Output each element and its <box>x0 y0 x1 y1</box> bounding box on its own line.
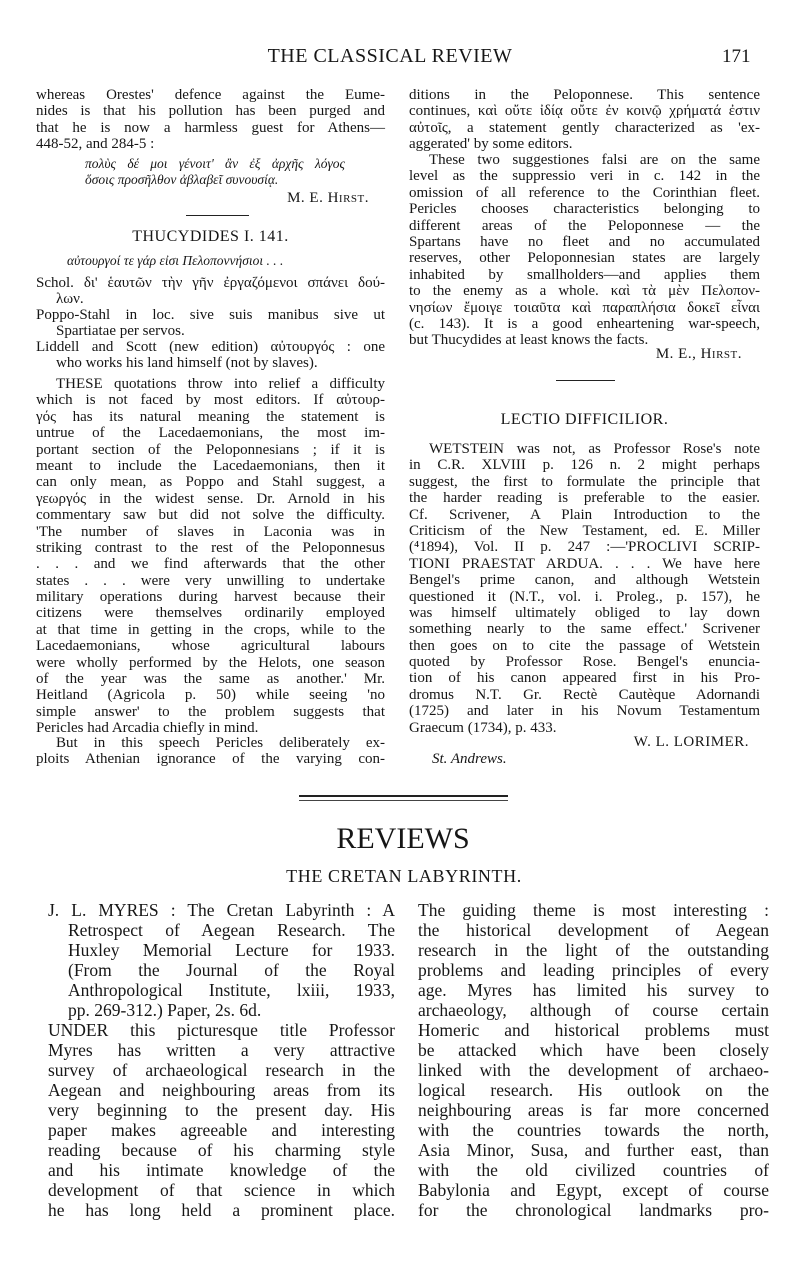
text-line: tion of his canon appeared first in his Pro- <box>409 670 760 687</box>
reference-scholiast <box>36 275 385 307</box>
text-line: but Thucydides at least knows the facts. <box>409 332 649 349</box>
text-line: that he is now a harmless guest for Athens— <box>36 119 385 136</box>
text-line: UNDER this picturesque title Professor <box>48 1020 395 1040</box>
text-line: research in the light of the outstanding <box>418 940 769 960</box>
text-line: nides is that his pollution has been purged and <box>36 103 385 120</box>
text-line: very beginning to the present day. His <box>48 1100 395 1120</box>
text-line: ditions in the Peloponnese. This sentence <box>409 87 760 103</box>
paragraph <box>418 900 769 1220</box>
text-line: . . . and we find afterwards that the other <box>36 556 385 573</box>
text-line: (1725) and later in his Novum Testamentum <box>409 703 760 720</box>
text-line: Lacedaemonians, whose agricultural labours <box>36 638 385 655</box>
greek-quote: αὐτουργοί τε γάρ εἰσι Πελοποννήσιοι . . . <box>67 253 284 268</box>
text-line: to the enemy as a whole. καὶ τὰ μὲν Πελοπον- <box>409 283 760 300</box>
text-line: for the chronological landmarks pro- <box>418 1200 769 1220</box>
text-line: Anthropological Institute, lxiii, 1933, <box>68 980 395 1000</box>
text-line: archaeology, although of course certain <box>418 1000 769 1020</box>
text-line: γεωργός in the widest sense. Dr. Arnold in his <box>36 490 385 507</box>
text-line: with the countries towards the north, <box>418 1120 769 1140</box>
paragraph <box>36 735 385 768</box>
text-line: ploits Athenian ignorance of the varying con- <box>36 751 385 768</box>
author-signature: M. E., Hirst. <box>655 346 742 362</box>
text-line: Pericles had Arcadia chiefly in mind. <box>36 720 259 737</box>
text-line: Schol. δι' ἑαυτῶν τὴν γῆν ἐργαζόμενοι σπάνει δού- <box>36 275 385 291</box>
text-line: Cf. Scrivener, A Plain Introduction to the <box>409 506 760 523</box>
text-line: quoted by Professor Rose. Bengel's enuncia- <box>409 654 760 671</box>
greek-verse-quote <box>85 156 345 189</box>
text-line: ὅσοις προσῆλθον ἀβλαβεῖ συνουσίᾳ. <box>85 172 279 188</box>
paragraph <box>36 376 385 737</box>
text-line: The guiding theme is most interesting : <box>418 900 769 920</box>
text-line: Pericles chooses characteristics belonging to <box>409 201 760 218</box>
text-line: the harder reading is preferable to the easier. <box>409 490 760 507</box>
text-line: portant section of the Peloponnesians ; if it is <box>36 441 385 458</box>
article-title: THE CRETAN LABYRINTH. <box>286 866 522 886</box>
text-line: pp. 269-312.) Paper, 2s. 6d. <box>68 1000 262 1020</box>
text-line: 'The number of slaves in Laconia was in <box>36 523 385 540</box>
text-line: WETSTEIN was not, as Professor Rose's note <box>429 441 760 457</box>
text-line: can only mean, as Poppo and Stahl suggest, a <box>36 474 385 491</box>
text-line: simple answer' to the problem suggests that <box>36 703 385 720</box>
text-line: Criticism of the New Testament, ed. E. Miller <box>409 522 760 539</box>
paragraph <box>409 87 760 153</box>
text-line: Aegean and neighbouring areas from its <box>48 1080 395 1100</box>
text-line: λων. <box>56 291 84 308</box>
section-heading: LECTIO DIFFICILIOR. <box>500 411 669 428</box>
text-line: These two suggestiones falsi are on the same <box>429 152 760 168</box>
text-line: and his intimate knowledge of the <box>48 1160 395 1180</box>
text-line: Liddell and Scott (new edition) αὐτουργός : one <box>36 339 385 355</box>
reference-poppo-stahl <box>36 307 385 339</box>
paragraph <box>409 152 760 349</box>
text-line: Heitland (Agricola p. 50) while seeing 'no <box>36 687 385 704</box>
text-line: But in this speech Pericles deliberately ex- <box>56 735 385 751</box>
text-line: commentary saw but did not solve the difficulty. <box>36 507 385 524</box>
text-line: citizens were themselves ordinarily employed <box>36 605 385 622</box>
text-line: νησίων ἔμοιγε τοιαῦτα καὶ παραπλήσια δοκεῖ εἶναι <box>409 299 760 316</box>
text-line: Babylonia and Egypt, except of course <box>418 1180 769 1200</box>
text-line: of the year was the same as another.' Mr. <box>36 671 385 688</box>
text-line: paper makes agreeable and interesting <box>48 1120 395 1140</box>
text-line: problems and leading principles of every <box>418 960 769 980</box>
divider <box>186 215 249 216</box>
text-line: Poppo-Stahl in loc. sive suis manibus sive ut <box>36 307 385 323</box>
text-line: Myres has written a very attractive <box>48 1040 395 1060</box>
text-line: development of that science in which <box>48 1180 395 1200</box>
paragraph <box>36 87 385 153</box>
text-line: aggerated' by some editors. <box>409 136 573 153</box>
text-line: linked with the development of archaeo- <box>418 1060 769 1080</box>
text-line: αὐτοῖς, a statement gently characterized as 'ex- <box>409 119 760 136</box>
divider <box>556 380 615 381</box>
text-line: neighbouring areas is far more concerned <box>418 1100 769 1120</box>
text-line: age. Myres has limited his survey to <box>418 980 769 1000</box>
text-line: (From the Journal of the Royal <box>68 960 395 980</box>
text-line: reading because of his charming style <box>48 1140 395 1160</box>
text-line: striking contrast to the rest of the Peloponnesus <box>36 539 385 556</box>
text-line: J. L. MYRES : The Cretan Labyrinth : A <box>48 900 395 920</box>
text-line: level as the suppressio veri in c. 142 in the <box>409 168 760 185</box>
text-line: be attacked which have been closely <box>418 1040 769 1060</box>
text-line: Retrospect of Aegean Research. The <box>68 920 395 940</box>
text-line: TIONI PRAESTAT ARDUA. . . . We have here <box>409 555 760 572</box>
running-header: THE CLASSICAL REVIEW <box>267 45 513 67</box>
text-line: who works his land himself (not by slaves). <box>56 355 318 372</box>
text-line: was himself ultimately obliged to lay down <box>409 604 760 621</box>
page-number: 171 <box>722 46 751 67</box>
paragraph <box>409 441 760 736</box>
text-line: Huxley Memorial Lecture for 1933. <box>68 940 395 960</box>
text-line: then goes on to cite the passage of Wetstein <box>409 637 760 654</box>
text-line: military operations during harvest because their <box>36 589 385 606</box>
text-line: questioned it (N.T., vol. i. Proleg., p. 157), he <box>409 588 760 605</box>
author-signature: W. L. LORIMER. <box>633 734 749 750</box>
text-line: suggest, the first to formulate the principle that <box>409 473 760 490</box>
text-line: Spartiatae per servos. <box>56 323 185 340</box>
text-line: in C.R. XLVIII p. 126 n. 2 might perhaps <box>409 457 760 474</box>
section-double-rule <box>299 795 508 801</box>
text-line: reserves, other Peloponnesian states are largely <box>409 250 760 267</box>
text-line: γός has its natural meaning the statement is <box>36 408 385 425</box>
text-line: logical research. His outlook on the <box>418 1080 769 1100</box>
text-line: continues, καὶ οὔτε ἰδίᾳ οὔτε ἐν κοινῷ χρήματά ἐστιν <box>409 103 760 120</box>
text-line: whereas Orestes' defence against the Eume- <box>36 87 385 103</box>
text-line: were wholly performed by the Helots, one season <box>36 654 385 671</box>
text-line: THESE quotations throw into relief a difficulty <box>56 376 385 392</box>
text-line: something nearly to the same effect.' Scrivener <box>409 621 760 638</box>
text-line: different areas of the Peloponnese — the <box>409 217 760 234</box>
text-line: Bengel's prime canon, and although Wetstein <box>409 572 760 589</box>
bibliographic-entry <box>48 900 395 1020</box>
text-line: inhabited by smallholders—and applies them <box>409 266 760 283</box>
text-line: with the old civilized countries of <box>418 1160 769 1180</box>
text-line: dromus N.T. Gr. Rectè Cautèque Adornandi <box>409 686 760 703</box>
text-line: he has long held a prominent place. <box>48 1200 395 1220</box>
text-line: (c. 143). It is a good enheartening war-speech, <box>409 315 760 332</box>
text-line: untrue of the Lacedaemonians, the most im- <box>36 425 385 442</box>
text-line: which is not faced by most editors. If αὐτουρ- <box>36 392 385 409</box>
reference-liddell-scott <box>36 339 385 371</box>
text-line: at that time in getting in the crops, while to the <box>36 621 385 638</box>
author-signature: M. E. Hirst. <box>287 190 369 206</box>
text-line: Spartans have no fleet and no accumulated <box>409 233 760 250</box>
text-line: states . . . were very unwilling to undertake <box>36 572 385 589</box>
text-line: πολὺς δέ μοι γένοιτ' ἂν ἐξ ἀρχῆς λόγος <box>85 156 345 171</box>
text-line: Asia Minor, Susa, and further east, than <box>418 1140 769 1160</box>
section-title: REVIEWS <box>336 822 470 855</box>
author-location: St. Andrews. <box>432 751 507 767</box>
text-line: the historical development of Aegean <box>418 920 769 940</box>
section-heading: THUCYDIDES I. 141. <box>132 228 289 245</box>
text-line: Homeric and historical problems must <box>418 1020 769 1040</box>
paragraph <box>48 1020 395 1220</box>
text-line: 448-52, and 284-5 : <box>36 136 155 153</box>
text-line: (⁴1894), Vol. II p. 247 :—'PROCLIVI SCRIP- <box>409 539 760 556</box>
text-line: survey of archaeological research in the <box>48 1060 395 1080</box>
text-line: meant to include the Lacedaemonians, then it <box>36 457 385 474</box>
text-line: Graecum (1734), p. 433. <box>409 719 557 736</box>
text-line: omission of all reference to the Corinthian fleet. <box>409 184 760 201</box>
